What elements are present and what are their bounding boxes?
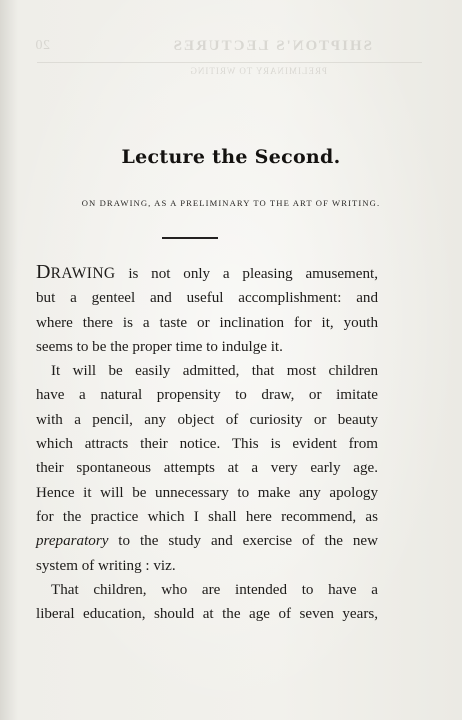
- text-line: have a natural propensity to draw, or imitate: [36, 387, 378, 404]
- text-line: which attracts their notice. This is evident from: [36, 436, 378, 453]
- text-line: seems to be the proper time to indulge it.: [36, 338, 283, 355]
- body-text: [36, 260, 378, 626]
- initial-letter: D: [36, 261, 51, 283]
- ghost-rule: [37, 62, 422, 63]
- text-line: for the practice which I shall here recommend, as: [36, 508, 378, 525]
- ghost-page-number: 20: [35, 38, 50, 53]
- italic-word: preparatory: [36, 533, 109, 550]
- section-divider: [162, 237, 218, 239]
- lecture-title: Lecture the Second.: [121, 146, 341, 168]
- text-line: That children, who are intended to have a: [51, 581, 378, 598]
- text-line: but a genteel and useful accomplishment: and: [36, 290, 378, 307]
- text-line: system of writing : viz.: [36, 557, 176, 574]
- text-line: It will be easily admitted, that most children: [51, 363, 378, 380]
- ghost-running-head: SHIPTON'S LECTURES: [171, 38, 372, 54]
- text-line: [36, 260, 378, 286]
- ghost-sub-line: PRELIMINARY TO WRITING: [189, 66, 327, 76]
- text-line: their spontaneous attempts at a very early age.: [36, 460, 378, 477]
- text-line: Hence it will be unnecessary to make any apology: [36, 484, 378, 501]
- lecture-subtitle: ON DRAWING, AS A PRELIMINARY TO THE ART OF WRITING.: [81, 198, 381, 208]
- text-line: [36, 529, 378, 553]
- first-word-smallcaps: RAWING: [50, 265, 116, 282]
- text-line: with a pencil, any object of curiosity or beauty: [36, 411, 378, 428]
- text-line: liberal education, should at the age of seven years,: [36, 606, 378, 623]
- text-line-rest: is not only a pleasing amusement,: [115, 266, 378, 282]
- text-line-rest: to the study and exercise of the new: [108, 533, 378, 550]
- text-line: where there is a taste or inclination for it, youth: [36, 314, 378, 331]
